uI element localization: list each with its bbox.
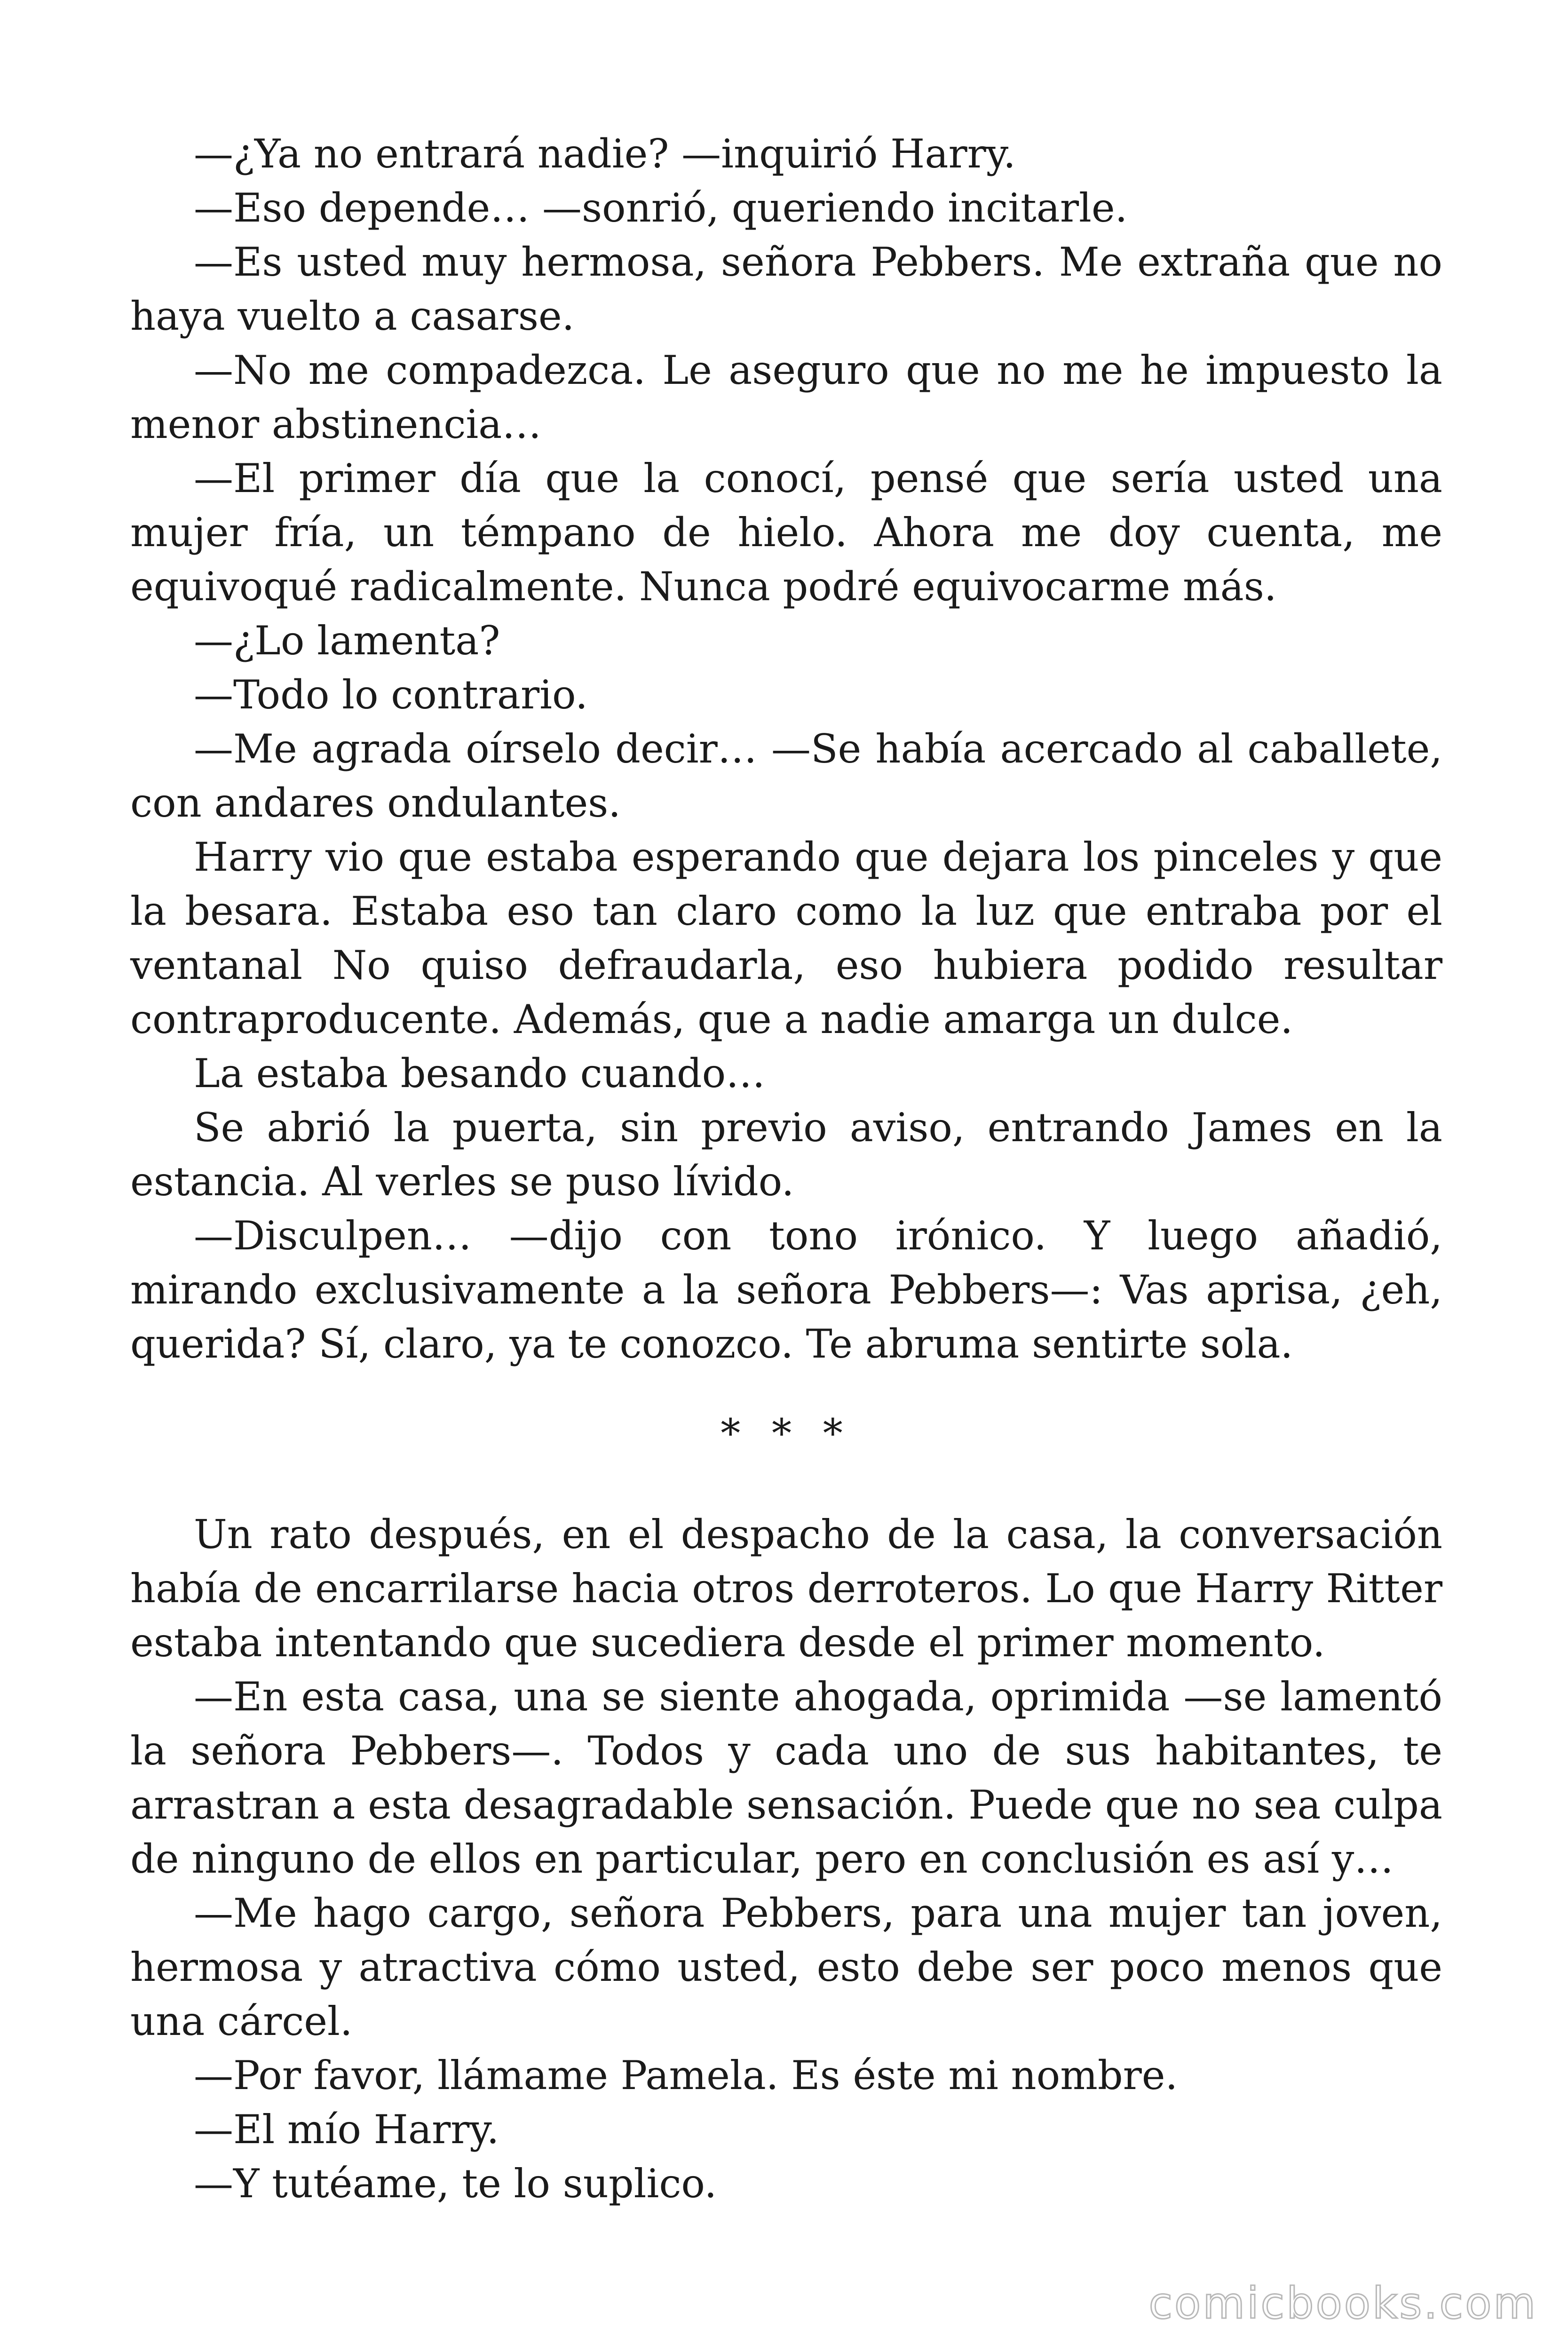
paragraph: —Disculpen… —dijo con tono irónico. Y luego añadió, mirando exclusivamente a la señora Pebbers—: Vas aprisa, ¿eh, querida? Sí, claro, ya te conozco. Te abruma sentirte sola. [130,1213,1442,1367]
paragraph: La estaba besando cuando… [194,1050,766,1097]
paragraph: Harry vio que estaba esperando que dejara los pinceles y que la besara. Estaba eso tan claro como la luz que entraba por el ventanal No quiso defraudarla, eso hubiera podido resultar contraproducente. Además, que a nadie amarga un dulce. [130,834,1442,1042]
paragraph: —¿Lo lamenta? [194,618,500,664]
paragraph: —Me hago cargo, señora Pebbers, para una mujer tan joven, hermosa y atractiva cómo usted, esto debe ser poco menos que una cárcel. [130,1890,1442,2044]
watermark: comicbooks.com [1148,2278,1537,2328]
paragraph: —Por favor, llámame Pamela. Es éste mi nombre. [194,2052,1178,2098]
paragraph: —Eso depende… —sonrió, queriendo incitarle. [194,185,1128,231]
paragraph: —Es usted muy hermosa, señora Pebbers. Me extraña que no haya vuelto a casarse. [130,239,1442,339]
paragraph: —Y tutéame, te lo suplico. [194,2161,717,2207]
paragraph: —El mío Harry. [194,2106,499,2153]
paragraph: Un rato después, en el despacho de la casa, la conversación había de encarrilarse hacia otros derroteros. Lo que Harry Ritter estaba intentando que sucediera desde el primer momento. [130,1511,1442,1666]
paragraph: —En esta casa, una se siente ahogada, oprimida —se lamentó la señora Pebbers—. Todos y cada uno de sus habitantes, te arrastran a esta desagradable sensación. Puede que no sea culpa de ninguno de ellos en particular, pero en conclusión es así y… [130,1674,1442,1882]
paragraph: —Me agrada oírselo decir… —Se había acercado al caballete, con andares ondulantes. [130,726,1442,826]
scene-separator: * * * [721,1410,852,1456]
paragraph: —Todo lo contrario. [194,672,588,718]
page-body [130,127,1442,2211]
paragraph: —El primer día que la conocí, pensé que sería usted una mujer fría, un témpano de hielo. Ahora me doy cuenta, me equivoqué radicalmente. Nunca podré equivocarme más. [130,455,1442,610]
paragraph: Se abrió la puerta, sin previo aviso, entrando James en la estancia. Al verles se puso lívido. [130,1104,1442,1205]
paragraph: —¿Ya no entrará nadie? —inquirió Harry. [194,131,1016,177]
paragraph: —No me compadezca. Le aseguro que no me he impuesto la menor abstinencia… [130,347,1442,447]
